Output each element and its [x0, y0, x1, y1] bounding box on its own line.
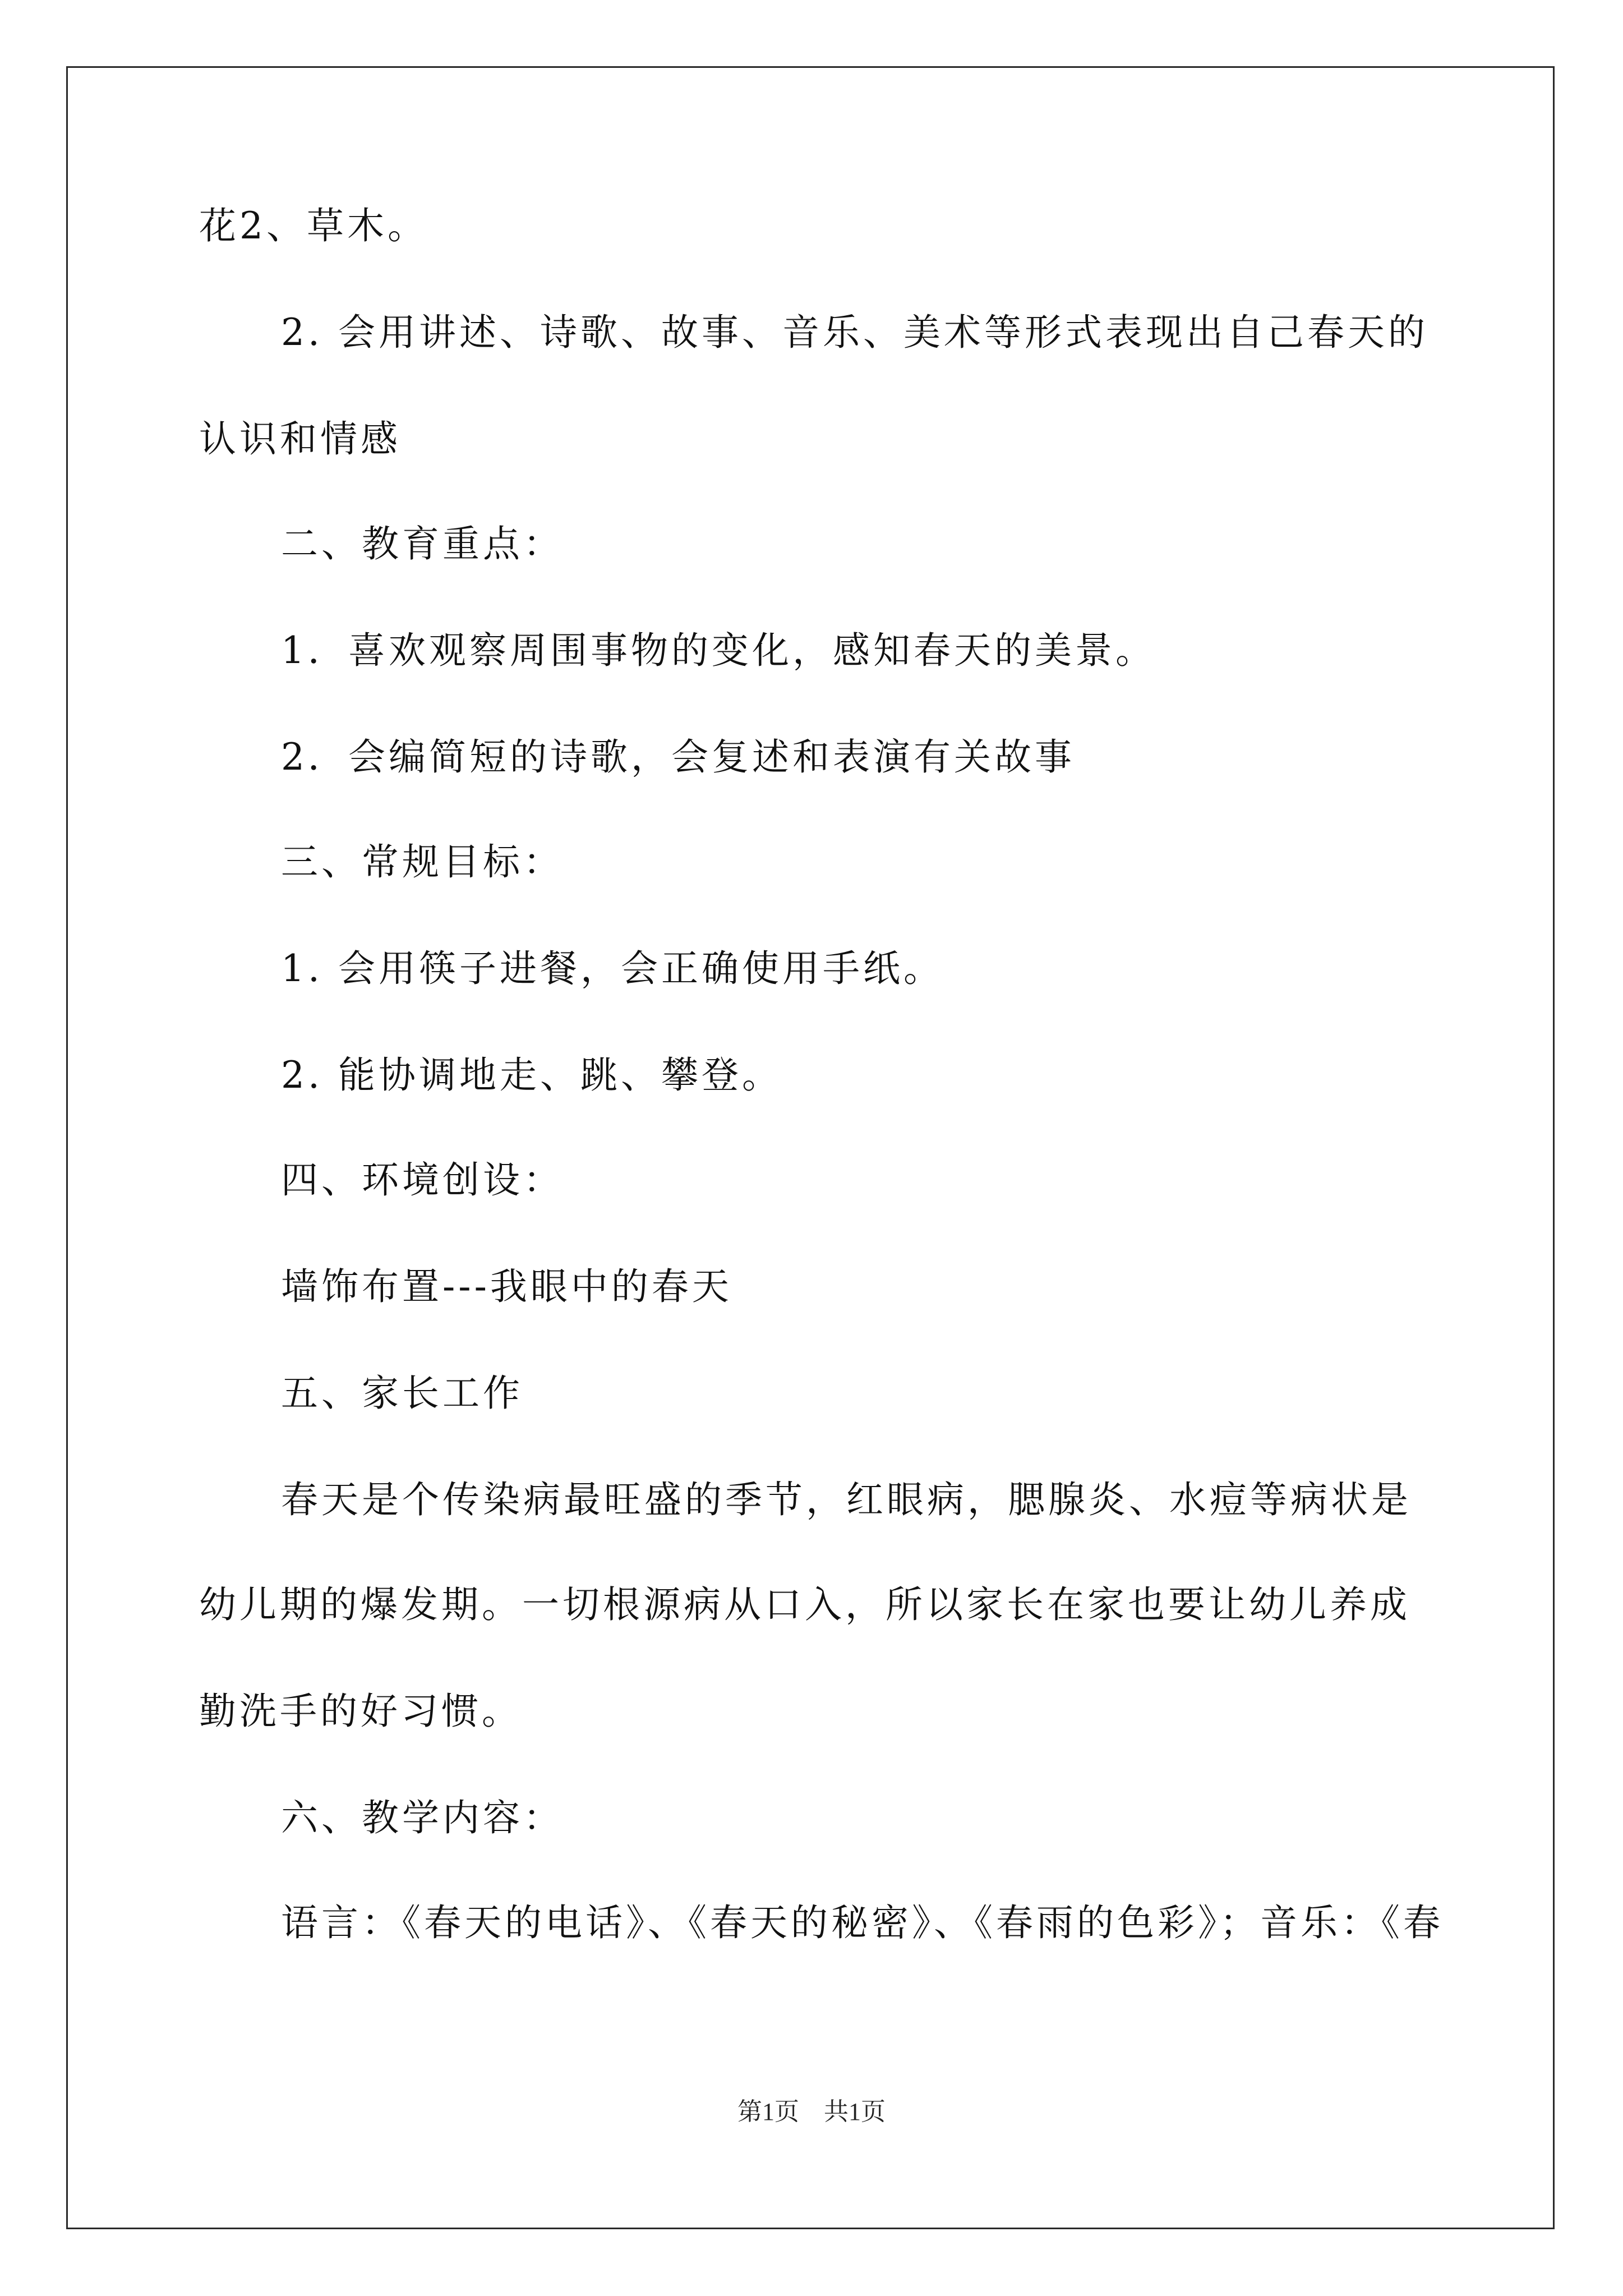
text-line: 春天是个传染病最旺盛的季节，红眼病，腮腺炎、水痘等病状是	[281, 1478, 1412, 1521]
text-line: 认识和情感	[199, 417, 401, 461]
text-line: 1．喜欢观察周围事物的变化，感知春天的美景。	[281, 629, 1156, 672]
text-line: 墙饰布置---我眼中的春天	[281, 1265, 732, 1308]
section-heading: 四、环境创设：	[281, 1158, 564, 1202]
section-heading: 二、教育重点：	[281, 522, 564, 565]
text-line: 勤洗手的好习惯。	[199, 1690, 522, 1733]
text-line: 1. 会用筷子进餐，会正确使用手纸。	[281, 947, 944, 990]
text-line: 语言：《春天的电话》、《春天的秘密》、《春雨的色彩》；音乐：《春	[281, 1901, 1444, 1944]
text-line: 2．会编简短的诗歌，会复述和表演有关故事	[281, 735, 1075, 779]
text-line: 花2、草木。	[199, 204, 428, 247]
text-line: 幼儿期的爆发期。一切根源病从口入，所以家长在家也要让幼儿养成	[199, 1583, 1410, 1626]
section-heading: 六、教学内容：	[281, 1796, 564, 1839]
text-line: 2. 能协调地走、跳、攀登。	[281, 1053, 782, 1097]
text-line: 2. 会用讲述、诗歌、故事、音乐、美术等形式表现出自己春天的	[281, 311, 1428, 354]
section-heading: 五、家长工作	[281, 1372, 523, 1415]
page-number: 第1页 共1页	[737, 2098, 886, 2125]
section-heading: 三、常规目标：	[281, 840, 564, 884]
